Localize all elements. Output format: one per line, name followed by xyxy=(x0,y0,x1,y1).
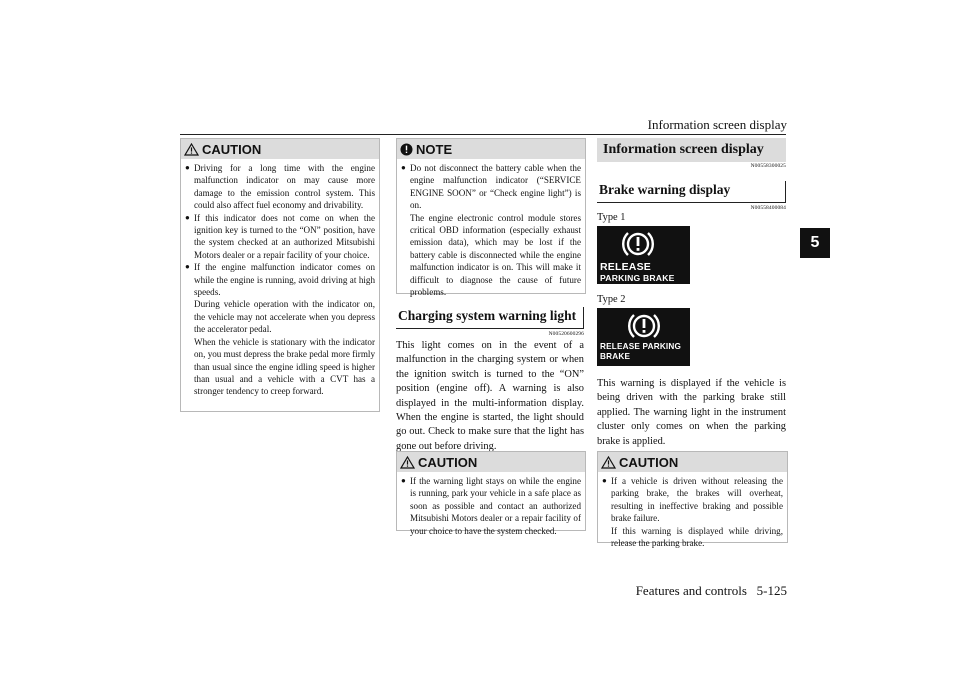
page-header-title: Information screen display xyxy=(647,117,787,132)
type1-line2: PARKING BRAKE xyxy=(600,273,675,283)
caution-bullet: ● If this indicator does not come on when the ignition key is turned to the “ON” position, have the system checked at an authorized Mitsubishi Motors dealer or a repair facility of your choice. xyxy=(185,212,375,262)
section-code: N00558300025 xyxy=(750,163,786,169)
note-box xyxy=(396,138,586,298)
brake-caution-box xyxy=(597,451,788,549)
brake-warning-icon xyxy=(621,229,655,259)
type2-label: Type 2 xyxy=(597,294,626,305)
caution-header xyxy=(397,452,585,472)
warning-triangle-icon xyxy=(184,143,199,156)
header-rule xyxy=(180,134,786,135)
caution-bullet: ● If the engine malfunction indicator comes on while the engine is running, avoid driving at high speeds. During vehicle operation with the indicator on, the vehicle may not accelerate when you depress the accelerator pedal. When the vehicle is stationary with the indicator on, you must depress the brake pedal more firmly than usual since the engine idling speed is higher than usual and a vehicle with a CVT has a stronger tendency to creep forward. xyxy=(185,261,375,397)
page-footer xyxy=(636,583,787,599)
caution-header xyxy=(598,452,787,472)
charging-code: N00520600296 xyxy=(548,331,584,337)
note-icon xyxy=(400,143,413,156)
brake-warning-heading: Brake warning display xyxy=(597,181,786,204)
warning-triangle-icon xyxy=(400,456,415,469)
charging-description: This light comes on in the event of a malfunction in the charging system or when the ignition switch is turned to the “ON” position (engine off). A warning is also displayed in the multi-information display. When the engine is started, the light should go out. Check to make sure that the light has gone out before driving. xyxy=(396,340,584,452)
brake-warning-description: This warning is displayed if the vehicle is being driven with the parking brake still applied. The warning light in the instrument cluster only comes on when the parking brake is applied. xyxy=(597,378,786,447)
brake-warning-icon xyxy=(627,311,661,341)
caution-label: CAUTION xyxy=(202,141,262,157)
type2-display xyxy=(597,308,690,366)
caution-label: CAUTION xyxy=(418,454,478,470)
caution-bullet: ● If a vehicle is driven without releasing the parking brake, the brakes will overheat, resulting in ineffective braking and possible brake failure. If this warning is displayed while driving, release the parking brake. xyxy=(602,475,783,549)
brake-code: N00558400084 xyxy=(750,205,786,211)
caution-bullet: ● If the warning light stays on while the engine is running, park your vehicle in a safe place as soon as possible and contact an authorized Mitsubishi Motors dealer or a repair facility of your choice to have the system checked. xyxy=(401,475,581,537)
type1-display xyxy=(597,226,690,284)
charging-caution-box xyxy=(396,451,586,536)
section-heading: Information screen display xyxy=(597,138,786,162)
caution-header xyxy=(181,139,379,159)
note-header xyxy=(397,139,585,159)
type1-line1: RELEASE xyxy=(600,261,651,273)
type2-line2: BRAKE xyxy=(600,352,631,361)
warning-triangle-icon xyxy=(601,456,616,469)
note-label: NOTE xyxy=(416,141,453,157)
footer-page-number: 5-125 xyxy=(756,583,787,598)
note-bullet: ● Do not disconnect the battery cable when the engine malfunction indicator (“SERVICE ENGINE SOON” or “Check engine light”) is on. The engine electronic control module stores critical OBD information (especially exhaust emission data), which may be lost if the battery cable is disconnected while the engine malfunction indicator is on. This will make it difficult to diagnose the cause of future problems. xyxy=(401,162,581,298)
type1-label: Type 1 xyxy=(597,212,626,223)
engine-caution-box xyxy=(180,138,380,412)
caution-label: CAUTION xyxy=(619,454,679,470)
footer-section: Features and controls xyxy=(635,583,747,598)
type2-line1: RELEASE PARKING xyxy=(600,342,682,351)
chapter-tab: 5 xyxy=(800,228,830,258)
charging-system-heading: Charging system warning light xyxy=(396,307,584,330)
caution-bullet: ● Driving for a long time with the engine malfunction indicator on may cause more damage to the emission control system. This could also affect fuel economy and drivability. xyxy=(185,162,375,212)
